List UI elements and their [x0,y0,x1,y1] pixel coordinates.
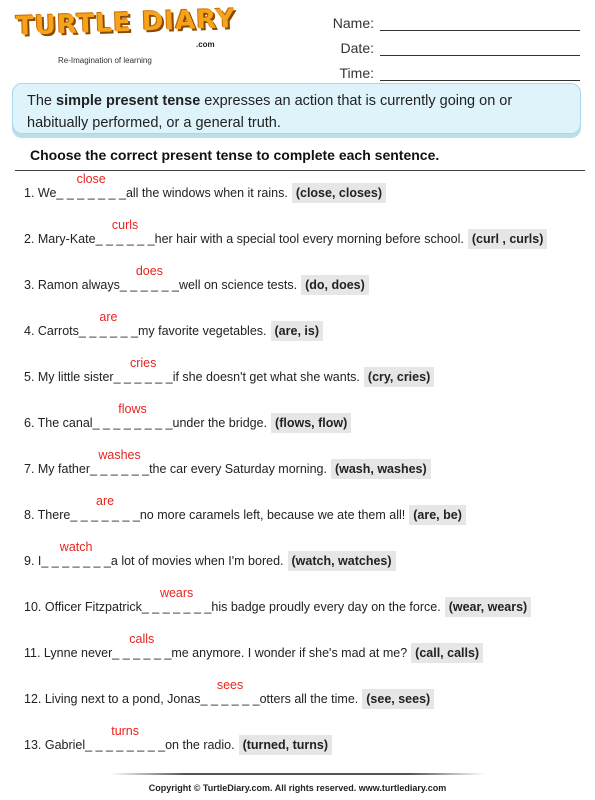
question-7-before: 7. My father [24,462,90,476]
definition-box [12,83,581,134]
question-4-blank[interactable] [78,310,138,338]
name-line[interactable] [380,16,580,31]
logo-com: .com [196,40,215,49]
question-11-blank-line: _ _ _ _ _ _ [112,646,172,660]
question-5-options: (cry, cries) [364,367,434,387]
question-9-blank-line: _ _ _ _ _ _ _ [41,554,111,568]
question-10-blank-line: _ _ _ _ _ _ _ [141,600,212,614]
question-13-answer: turns [111,724,140,738]
copyright-footer: Copyright © TurtleDiary.com. All rights reserved. www.turtlediary.com [148,783,447,793]
question-4 [24,310,323,342]
definition-post: expresses an action that is currently going on or habitually performed, or a general truth. [27,93,513,131]
question-6-before: 6. The canal [24,416,93,430]
question-12-options: (see, sees) [362,689,434,709]
question-8-after: no more caramels left, because we ate them all! [139,508,406,522]
time-line[interactable] [380,66,580,81]
question-6-blank[interactable] [92,402,173,430]
question-13 [24,724,332,756]
question-5-blank-line: _ _ _ _ _ _ [113,370,173,384]
question-11-answer: calls [129,632,155,646]
question-7-blank[interactable] [90,448,150,476]
time-label: Time: [339,65,374,81]
question-3-blank-line: _ _ _ _ _ _ [119,278,179,292]
time-row [320,56,580,81]
footer-divider [110,773,485,775]
turtle-diary-logo [15,4,237,65]
question-6-answer: flows [118,402,147,416]
date-label: Date: [340,40,374,56]
question-12-blank-line: _ _ _ _ _ _ [200,692,260,706]
question-1-after: all the windows when it rains. [125,186,288,200]
question-7-blank-line: _ _ _ _ _ _ [90,462,150,476]
question-9-before: 9. I [24,554,42,568]
question-11-options: (call, calls) [411,643,483,663]
question-7-after: the car every Saturday morning. [149,462,327,476]
question-2-answer: curls [111,218,139,232]
question-9-after: a lot of movies when I'm bored. [110,554,284,568]
question-4-after: my favorite vegetables. [137,324,267,338]
question-3-options: (do, does) [301,275,369,295]
question-10-after: his badge proudly every day on the force. [211,600,441,614]
question-10 [24,586,531,618]
student-info-fields [320,6,580,81]
question-8-before: 8. There [24,508,71,522]
question-6-options: (flows, flow) [271,413,351,433]
question-6-blank-line: _ _ _ _ _ _ _ _ [92,416,173,430]
question-1-blank-line: _ _ _ _ _ _ _ [56,186,126,200]
instruction-heading: Choose the correct present tense to complete each sentence. [30,147,440,163]
question-11-after: me anymore. I wonder if she's mad at me? [171,646,408,660]
question-8-blank[interactable] [70,494,140,522]
question-9-options: (watch, watches) [288,551,396,571]
question-3-after: well on science tests. [178,278,298,292]
question-12-blank[interactable] [200,678,260,706]
question-7-answer: washes [98,448,141,462]
question-8-options: (are, be) [409,505,466,525]
name-label: Name: [332,15,374,31]
question-2-blank[interactable] [95,218,155,246]
question-7-options: (wash, washes) [331,459,431,479]
question-3-before: 3. Ramon always [24,278,120,292]
question-10-before: 10. Officer Fitzpatrick [24,600,142,614]
question-13-blank[interactable] [85,724,166,752]
question-10-blank[interactable] [141,586,212,614]
question-1-options: (close, closes) [292,183,386,203]
question-4-before: 4. Carrots [24,324,79,338]
question-13-before: 13. Gabriel [24,738,86,752]
divider [15,170,585,171]
question-11-blank[interactable] [112,632,172,660]
question-4-options: (are, is) [271,321,323,341]
question-9 [24,540,396,572]
question-13-options: (turned, turns) [239,735,332,755]
question-3-blank[interactable] [119,264,179,292]
question-7 [24,448,431,480]
question-3-answer: does [135,264,163,278]
question-4-answer: are [99,310,118,324]
question-2 [24,218,547,250]
question-1 [24,172,386,204]
question-8-blank-line: _ _ _ _ _ _ _ [70,508,140,522]
question-3 [24,264,369,296]
question-1-blank[interactable] [56,172,126,200]
logo-text: TURTLE DIARY [15,4,237,42]
question-6 [24,402,351,434]
question-9-blank[interactable] [41,540,111,568]
question-12-answer: sees [216,678,244,692]
definition-term: simple present tense [56,93,201,109]
logo-tagline: Re-Imagination of learning [58,56,152,65]
question-8 [24,494,466,526]
question-6-after: under the bridge. [172,416,268,430]
date-line[interactable] [380,41,580,56]
name-row [320,6,580,31]
date-row [320,31,580,56]
question-2-options: (curl , curls) [468,229,548,249]
question-5-after: if she doesn't get what she wants. [172,370,360,384]
question-2-blank-line: _ _ _ _ _ _ [95,232,155,246]
question-8-answer: are [96,494,115,508]
question-2-before: 2. Mary-Kate [24,232,96,246]
question-12-before: 12. Living next to a pond, Jonas [24,692,201,706]
question-12 [24,678,434,710]
question-11-before: 11. Lynne never [24,646,113,660]
question-13-after: on the radio. [165,738,235,752]
question-11 [24,632,483,664]
question-13-blank-line: _ _ _ _ _ _ _ _ [85,738,166,752]
question-5 [24,356,434,388]
question-5-before: 5. My little sister [24,370,114,384]
question-10-options: (wear, wears) [445,597,532,617]
question-1-answer: close [76,172,106,186]
question-5-answer: cries [129,356,157,370]
definition-pre: The [27,93,57,109]
question-4-blank-line: _ _ _ _ _ _ [78,324,138,338]
question-9-answer: watch [59,540,93,554]
question-1-before: 1. We [24,186,57,200]
question-5-blank[interactable] [113,356,173,384]
question-10-answer: wears [159,586,194,600]
question-12-after: otters all the time. [259,692,359,706]
question-2-after: her hair with a special tool every morning before school. [154,232,464,246]
